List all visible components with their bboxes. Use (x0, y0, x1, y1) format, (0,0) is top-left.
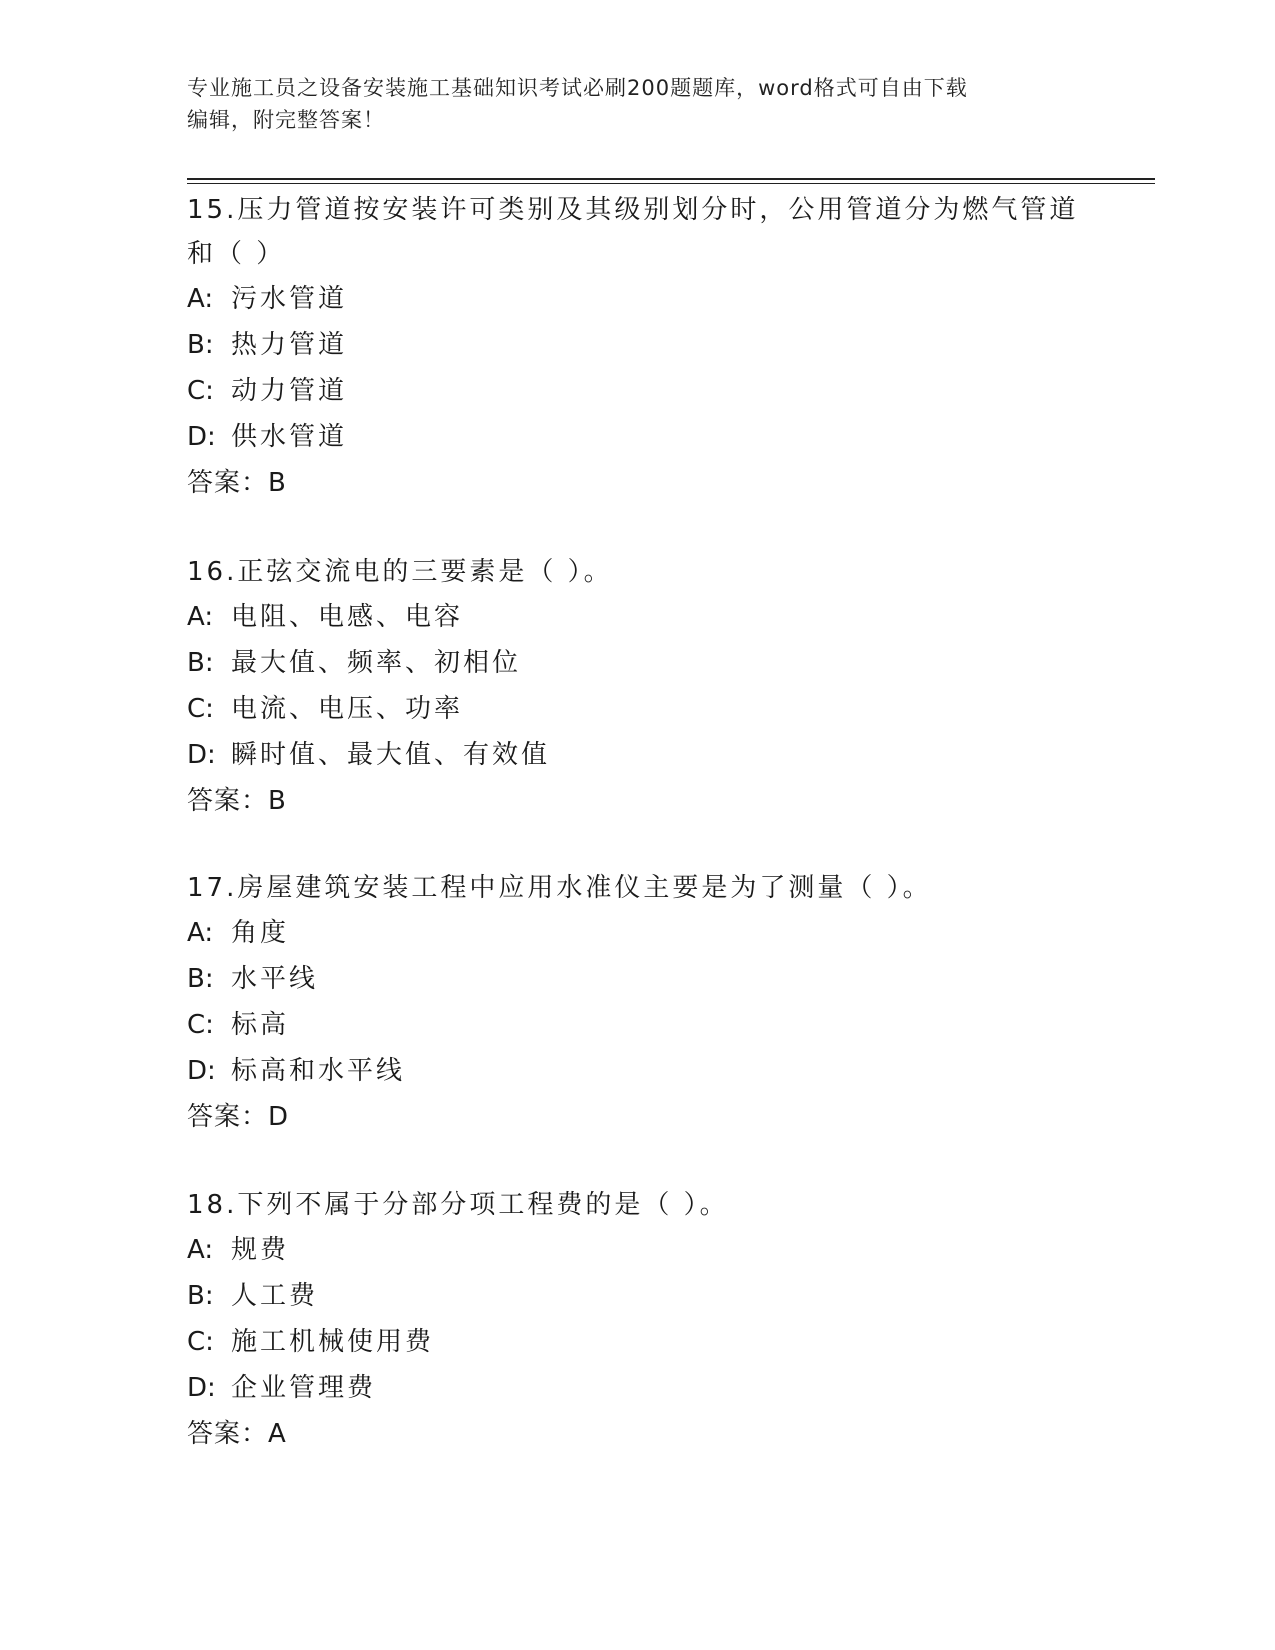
header-divider-thin (187, 183, 1155, 184)
option-a (187, 1227, 1147, 1273)
option-key: B: (187, 1281, 214, 1311)
option-key: B: (187, 964, 214, 994)
option-text: 标高 (231, 1010, 290, 1040)
question-stem-line: 15.压力管道按安装许可类别及其级别划分时，公用管道分为燃气管道 (187, 195, 1079, 225)
question-18 (187, 1183, 1147, 1457)
option-c (187, 368, 1147, 414)
option-text: 角度 (231, 918, 290, 948)
option-key: D: (187, 1056, 216, 1086)
option-text: 最大值、频率、初相位 (231, 648, 522, 678)
question-15 (187, 188, 1147, 506)
option-key: B: (187, 648, 214, 678)
option-text: 水平线 (231, 964, 319, 994)
option-c (187, 1319, 1147, 1365)
option-key: C: (187, 376, 214, 406)
option-text: 动力管道 (231, 376, 348, 406)
answer-label: 答案：A (187, 1419, 287, 1449)
option-text: 规费 (231, 1235, 290, 1265)
header-title-line-1: 专业施工员之设备安装施工基础知识考试必刷200题题库，word格式可自由下载 (187, 76, 968, 100)
option-text: 污水管道 (231, 284, 348, 314)
option-d (187, 1365, 1147, 1411)
question-stem (187, 866, 1147, 910)
option-key: A: (187, 602, 214, 632)
option-key: A: (187, 1235, 214, 1265)
option-key: C: (187, 1327, 214, 1357)
option-c (187, 686, 1147, 732)
question-stem (187, 550, 1147, 594)
option-key: A: (187, 284, 214, 314)
question-stem-line: 16.正弦交流电的三要素是（ ）。 (187, 557, 613, 587)
option-key: D: (187, 422, 216, 452)
option-text: 企业管理费 (231, 1373, 377, 1403)
option-c (187, 1002, 1147, 1048)
option-key: C: (187, 694, 214, 724)
option-a (187, 276, 1147, 322)
document-header (187, 72, 1087, 136)
answer-label: 答案：D (187, 1102, 290, 1132)
header-title-line-2: 编辑，附完整答案！ (187, 108, 385, 132)
option-text: 施工机械使用费 (231, 1327, 435, 1357)
option-d (187, 414, 1147, 460)
question-stem-line: 18.下列不属于分部分项工程费的是（ ）。 (187, 1190, 729, 1220)
option-b (187, 956, 1147, 1002)
question-stem (187, 188, 1147, 276)
option-text: 电阻、电感、电容 (231, 602, 464, 632)
option-b (187, 322, 1147, 368)
option-b (187, 640, 1147, 686)
header-divider-thick (187, 178, 1155, 180)
question-stem-line: 和（ ） (187, 239, 286, 269)
option-text: 标高和水平线 (231, 1056, 406, 1086)
option-d (187, 732, 1147, 778)
option-a (187, 910, 1147, 956)
option-key: B: (187, 330, 214, 360)
answer-label: 答案：B (187, 468, 287, 498)
question-16 (187, 550, 1147, 824)
option-text: 热力管道 (231, 330, 348, 360)
option-key: D: (187, 740, 216, 770)
option-b (187, 1273, 1147, 1319)
option-a (187, 594, 1147, 640)
question-stem (187, 1183, 1147, 1227)
option-key: A: (187, 918, 214, 948)
option-d (187, 1048, 1147, 1094)
option-key: D: (187, 1373, 216, 1403)
option-text: 人工费 (231, 1281, 319, 1311)
option-text: 电流、电压、功率 (231, 694, 464, 724)
question-stem-line: 17.房屋建筑安装工程中应用水准仪主要是为了测量（ ）。 (187, 873, 932, 903)
option-text: 瞬时值、最大值、有效值 (231, 740, 551, 770)
question-17 (187, 866, 1147, 1140)
answer-label: 答案：B (187, 786, 287, 816)
option-key: C: (187, 1010, 214, 1040)
option-text: 供水管道 (231, 422, 348, 452)
